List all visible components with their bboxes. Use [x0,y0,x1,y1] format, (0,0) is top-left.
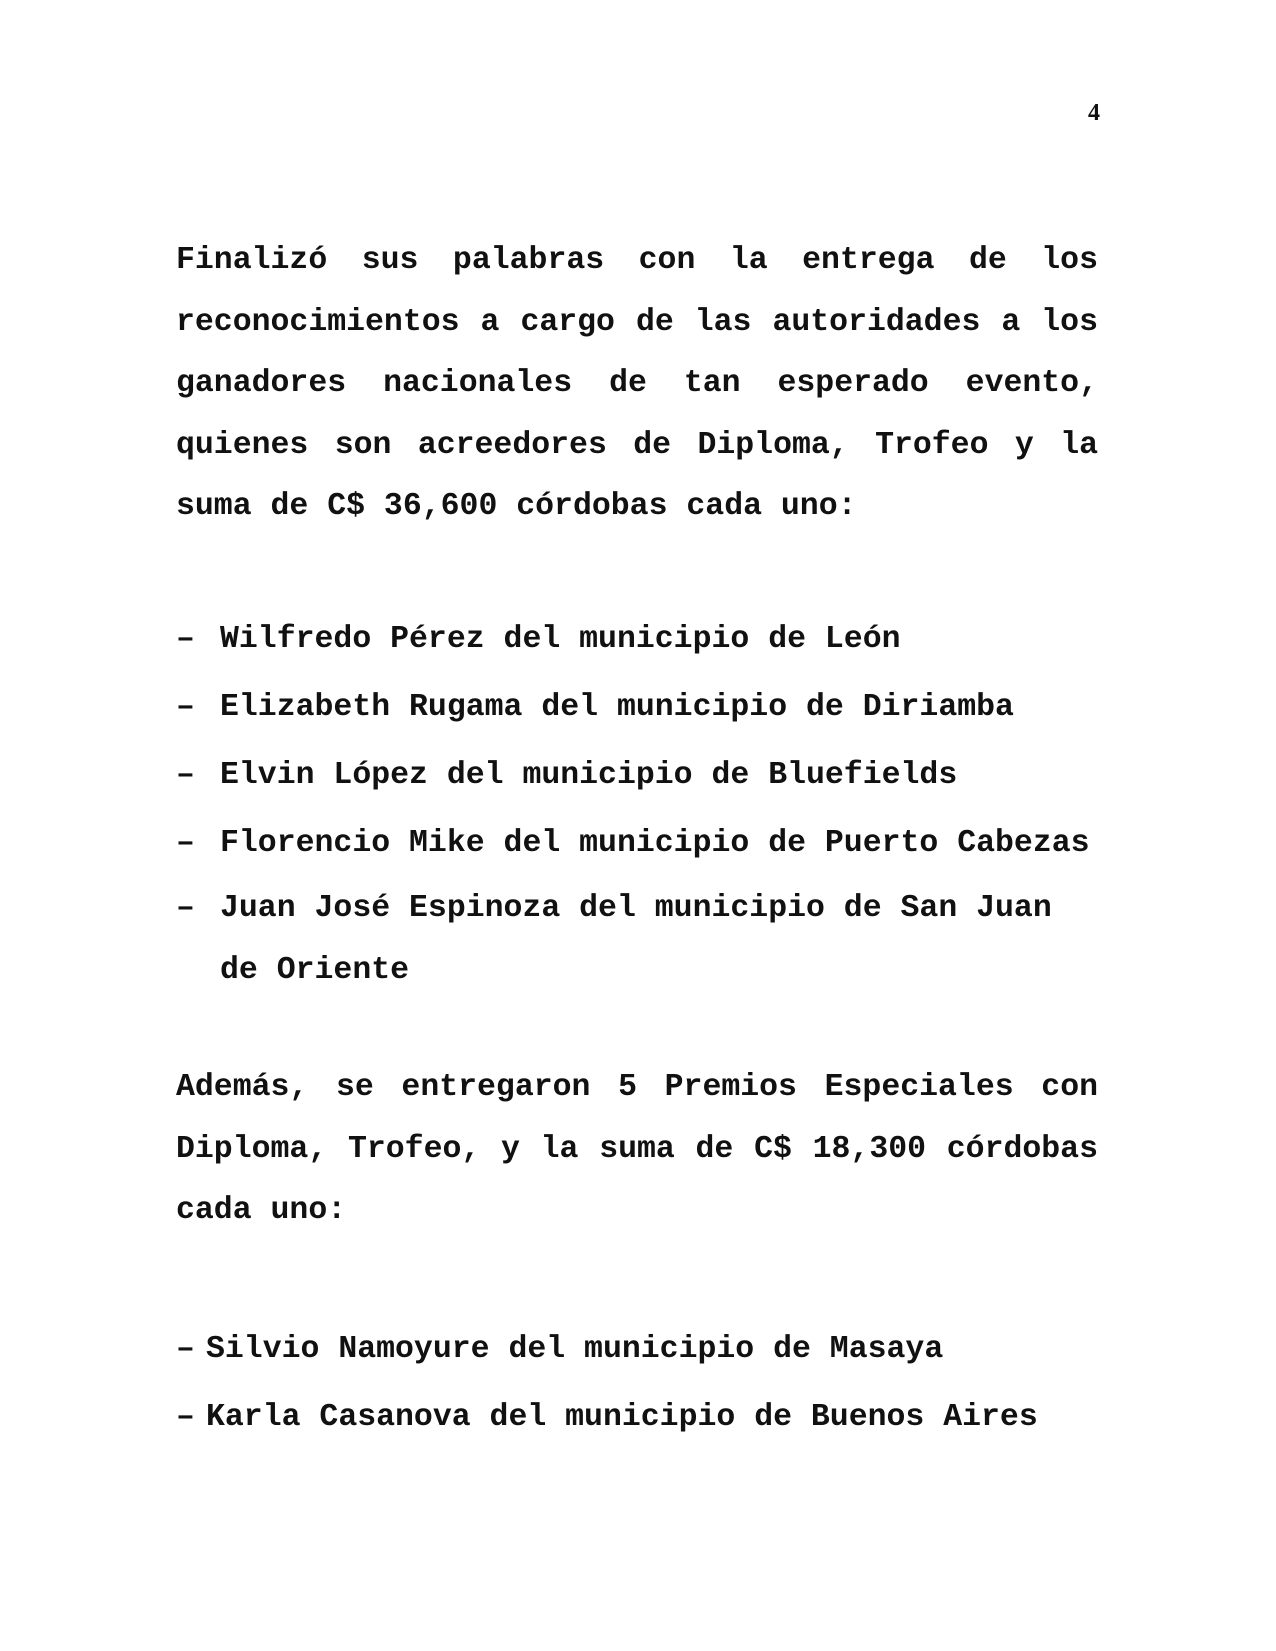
list-item [176,674,1098,742]
list-item [176,742,1098,810]
special-winners-list [176,1316,1098,1452]
winner-name: Elizabeth Rugama del municipio de Diriamba [220,690,1014,725]
dash-bullet: – [176,622,195,657]
dash-bullet: – [176,1332,195,1367]
list-item [176,1316,1098,1384]
intro-paragraph: Finalizó sus palabras con la entrega de los reconocimientos a cargo de las autoridades a los ganadores nacionales de tan esperado evento, quienes son acreedores de Diploma, Trofeo y la suma de C$ 36,600 córdobas cada uno: [176,243,1098,524]
winner-name: Wilfredo Pérez del municipio de León [220,622,901,657]
dash-bullet: – [176,1400,195,1435]
winner-name: Florencio Mike del municipio de Puerto Cabezas [220,826,1090,861]
national-winners-list [176,606,1098,1001]
winner-name: Karla Casanova del municipio de Buenos Aires [206,1400,1038,1435]
list-item [176,1384,1098,1452]
winner-name: Silvio Namoyure del municipio de Masaya [206,1332,944,1367]
winner-name: Juan José Espinoza del municipio de San Juan de Oriente [220,891,1052,988]
dash-bullet: – [176,826,195,861]
winner-name: Elvin López del municipio de Bluefields [220,758,958,793]
special-prizes-paragraph: Además, se entregaron 5 Premios Especiales con Diploma, Trofeo, y la suma de C$ 18,300 córdobas cada uno: [176,1070,1098,1228]
dash-bullet: – [176,891,195,926]
dash-bullet: – [176,690,195,725]
list-item [176,878,1098,1001]
page-number: 4 [1088,100,1100,126]
list-item [176,606,1098,674]
dash-bullet: – [176,758,195,793]
list-item [176,810,1098,878]
